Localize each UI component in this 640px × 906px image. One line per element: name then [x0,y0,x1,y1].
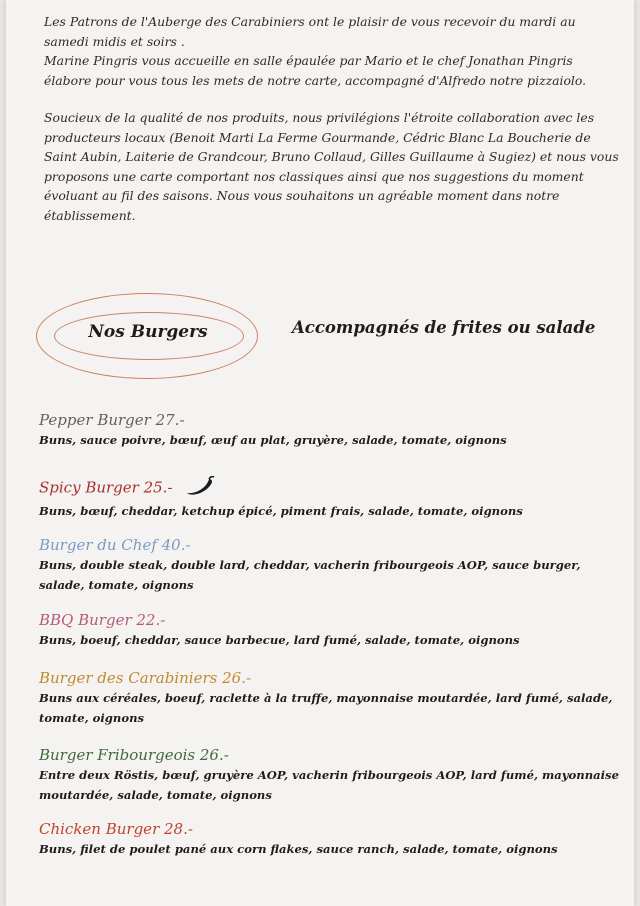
section-title: Nos Burgers [88,322,208,342]
menu-page [6,0,634,906]
item-description: Buns, bœuf, cheddar, ketchup épicé, piment frais, salade, tomate, oignons [39,504,523,518]
menu-item-bbq-burger [39,610,629,650]
item-description: Entre deux Röstis, bœuf, gruyère AOP, vacherin fribourgeois AOP, lard fumé, mayonnaise moutardée, salade, tomate, oignons [39,768,619,802]
menu-item-spicy-burger [39,476,629,521]
item-description: Buns, sauce poivre, bœuf, œuf au plat, gruyère, salade, tomate, oignons [39,433,507,447]
item-title: Pepper Burger 27.- [39,411,185,429]
intro-text [44,12,624,225]
item-description: Buns, double steak, double lard, cheddar, vacherin fribourgeois AOP, sauce burger, salade, tomate, oignons [39,558,581,592]
chili-pepper-icon [185,476,215,501]
intro-paragraph-1: Les Patrons de l'Auberge des Carabiniers ont le plaisir de vous recevoir du mardi au samedi midis et soirs . [44,14,576,49]
item-description: Buns, boeuf, cheddar, sauce barbecue, lard fumé, salade, tomate, oignons [39,633,520,647]
menu-item-chicken-burger [39,819,629,859]
menu-item-burger-du-chef [39,535,629,595]
intro-paragraph-3: Soucieux de la qualité de nos produits, nous privilégions l'étroite collaboration avec les producteurs locaux (Benoit Marti La Ferme Gourmande, Cédric Blanc La Boucherie de Saint Aubin, Laiterie de Grandcour, Bruno Collaud, Gilles Guillaume à Sugiez) et nous vous proposons une carte comportant nos classiques ainsi que nos suggestions du moment évoluant au fil des saisons. Nous vous souhaitons un agréable moment dans notre établissement. [44,110,619,223]
item-description: Buns aux céréales, boeuf, raclette à la truffe, mayonnaise moutardée, lard fumé, salade, tomate, oignons [39,691,613,725]
item-title: BBQ Burger 22.- [39,611,166,629]
item-description: Buns, filet de poulet pané aux corn flakes, sauce ranch, salade, tomate, oignons [39,842,558,856]
item-title: Burger du Chef 40.- [39,536,191,554]
intro-paragraph-2: Marine Pingris vous accueille en salle épaulée par Mario et le chef Jonathan Pingris élabore pour vous tous les mets de notre carte, accompagné d'Alfredo notre pizzaiolo. [44,53,587,88]
menu-item-burger-des-carabiniers [39,668,629,728]
section-subtitle: Accompagnés de frites ou salade [292,318,596,337]
item-title: Spicy Burger 25.- [39,478,173,497]
menu-item-pepper-burger [39,410,629,450]
item-title: Chicken Burger 28.- [39,820,193,838]
menu-item-burger-fribourgeois [39,745,629,805]
item-title: Burger des Carabiniers 26.- [39,669,252,687]
item-title: Burger Fribourgeois 26.- [39,746,229,764]
